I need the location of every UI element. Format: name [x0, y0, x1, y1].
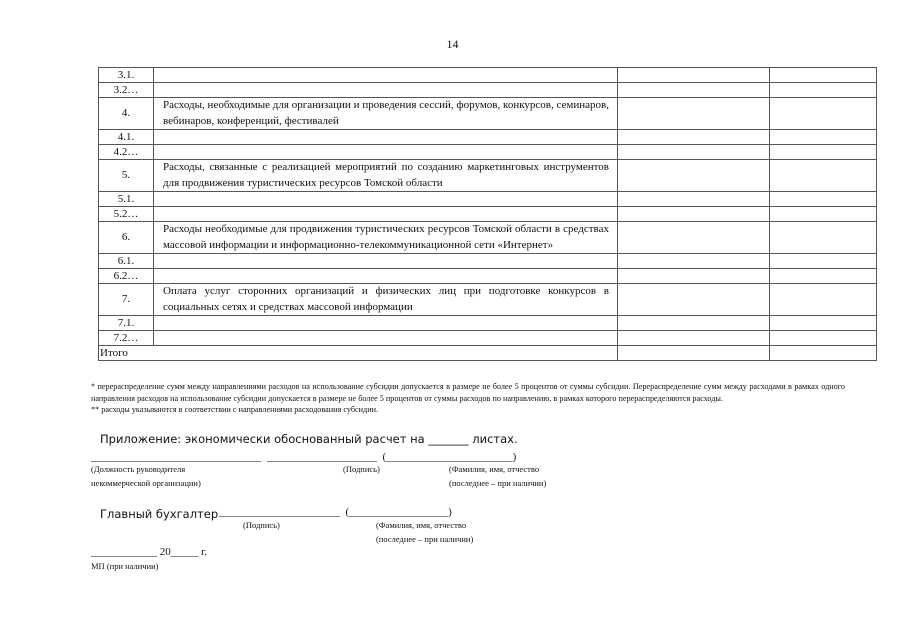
row-amount-cell	[618, 192, 770, 207]
table-row	[99, 130, 877, 145]
row-extra-cell	[770, 316, 877, 331]
footnote-expense-direction: ** расходы указываются в соответствии с направлениями расходования субсидии.	[91, 405, 379, 415]
row-number: 7.2…	[99, 331, 154, 346]
total-extra-cell	[770, 346, 877, 361]
table-row	[99, 98, 877, 130]
table-row	[99, 331, 877, 346]
table-row	[99, 284, 877, 316]
row-amount-cell	[618, 130, 770, 145]
row-number: 4.2…	[99, 145, 154, 160]
footnotes	[91, 381, 845, 416]
row-amount-cell	[618, 254, 770, 269]
total-amount-cell	[618, 346, 770, 361]
date-line: ____________ 20_____ г.	[91, 546, 208, 558]
row-extra-cell	[770, 331, 877, 346]
row-amount-cell	[618, 68, 770, 83]
row-number: 6.	[99, 222, 154, 254]
annex-line: Приложение: экономически обоснованный расчет на _______ листах.	[100, 432, 518, 446]
row-description: Расходы необходимые для продвижения туристических ресурсов Томской области в средствах массовой информации и информационно-телекоммуникационной сети «Интернет»	[154, 222, 618, 254]
stamp-label: МП (при наличии)	[91, 561, 159, 571]
table-row	[99, 145, 877, 160]
row-number: 3.1.	[99, 68, 154, 83]
page-number: 14	[446, 37, 459, 51]
row-number: 4.1.	[99, 130, 154, 145]
row-description	[154, 130, 618, 145]
row-description	[154, 145, 618, 160]
row-description: Расходы, необходимые для организации и проведения сессий, форумов, конкурсов, семинаров, вебинаров, конференций, фестивалей	[154, 98, 618, 130]
table-row	[99, 68, 877, 83]
row-description	[154, 192, 618, 207]
table-row	[99, 222, 877, 254]
row-amount-cell	[618, 98, 770, 130]
caption-position: (Должность руководителя некоммерческой организации)	[91, 464, 201, 488]
row-description	[154, 254, 618, 269]
caption-signature: (Подпись)	[343, 464, 380, 474]
table-row	[99, 254, 877, 269]
row-amount-cell	[618, 284, 770, 316]
row-number: 5.1.	[99, 192, 154, 207]
total-label: Итого	[99, 346, 618, 361]
caption-fio: (Фамилия, имя, отчество (последнее – при наличии)	[449, 464, 547, 488]
row-amount-cell	[618, 222, 770, 254]
row-extra-cell	[770, 83, 877, 98]
row-description: Расходы, связанные с реализацией мероприятий по созданию маркетинговых инструментов для продвижения туристических ресурсов Томской области	[154, 160, 618, 192]
row-description	[154, 331, 618, 346]
accountant-caption-fio: (Фамилия, имя, отчество (последнее – при наличии)	[376, 520, 474, 544]
row-description	[154, 269, 618, 284]
table-row	[99, 160, 877, 192]
signature-line: _______________________________ ____________________ (_______________________)	[91, 451, 517, 463]
expense-table-body	[99, 68, 877, 361]
footnote-redistribution: * перераспределение сумм между направлениями расходов на использование субсидии допускается в размере не более 5 процентов от суммы субсидии. Перераспределение сумм между расходами в рамках одного направления расходов на использование субсидии допускается в размере не более 5 процентов от суммы расходов по направлению, в рамках которого перераспределяются расходы.	[91, 382, 845, 403]
table-row	[99, 83, 877, 98]
table-row	[99, 269, 877, 284]
row-amount-cell	[618, 269, 770, 284]
accountant-signature-line: ______________________ (__________________)	[219, 506, 452, 518]
row-extra-cell	[770, 192, 877, 207]
row-extra-cell	[770, 160, 877, 192]
row-extra-cell	[770, 145, 877, 160]
row-extra-cell	[770, 207, 877, 222]
row-number: 5.2…	[99, 207, 154, 222]
row-extra-cell	[770, 222, 877, 254]
expense-table	[98, 67, 877, 361]
row-number: 7.	[99, 284, 154, 316]
row-number: 5.	[99, 160, 154, 192]
table-row	[99, 192, 877, 207]
row-number: 6.2…	[99, 269, 154, 284]
row-extra-cell	[770, 130, 877, 145]
row-amount-cell	[618, 316, 770, 331]
row-description	[154, 207, 618, 222]
row-extra-cell	[770, 284, 877, 316]
table-row	[99, 316, 877, 331]
row-amount-cell	[618, 160, 770, 192]
row-amount-cell	[618, 207, 770, 222]
row-number: 4.	[99, 98, 154, 130]
chief-accountant-label: Главный бухгалтер	[100, 507, 219, 521]
row-description	[154, 83, 618, 98]
accountant-caption-signature: (Подпись)	[243, 520, 280, 530]
row-number: 7.1.	[99, 316, 154, 331]
row-number: 3.2…	[99, 83, 154, 98]
row-description	[154, 316, 618, 331]
row-description: Оплата услуг сторонних организаций и физических лиц при подготовке конкурсов в социальных сетях и средствах массовой информации	[154, 284, 618, 316]
row-amount-cell	[618, 145, 770, 160]
row-description	[154, 68, 618, 83]
total-row	[99, 346, 877, 361]
row-extra-cell	[770, 68, 877, 83]
table-row	[99, 207, 877, 222]
row-amount-cell	[618, 331, 770, 346]
row-number: 6.1.	[99, 254, 154, 269]
row-extra-cell	[770, 269, 877, 284]
row-extra-cell	[770, 98, 877, 130]
row-amount-cell	[618, 83, 770, 98]
row-extra-cell	[770, 254, 877, 269]
